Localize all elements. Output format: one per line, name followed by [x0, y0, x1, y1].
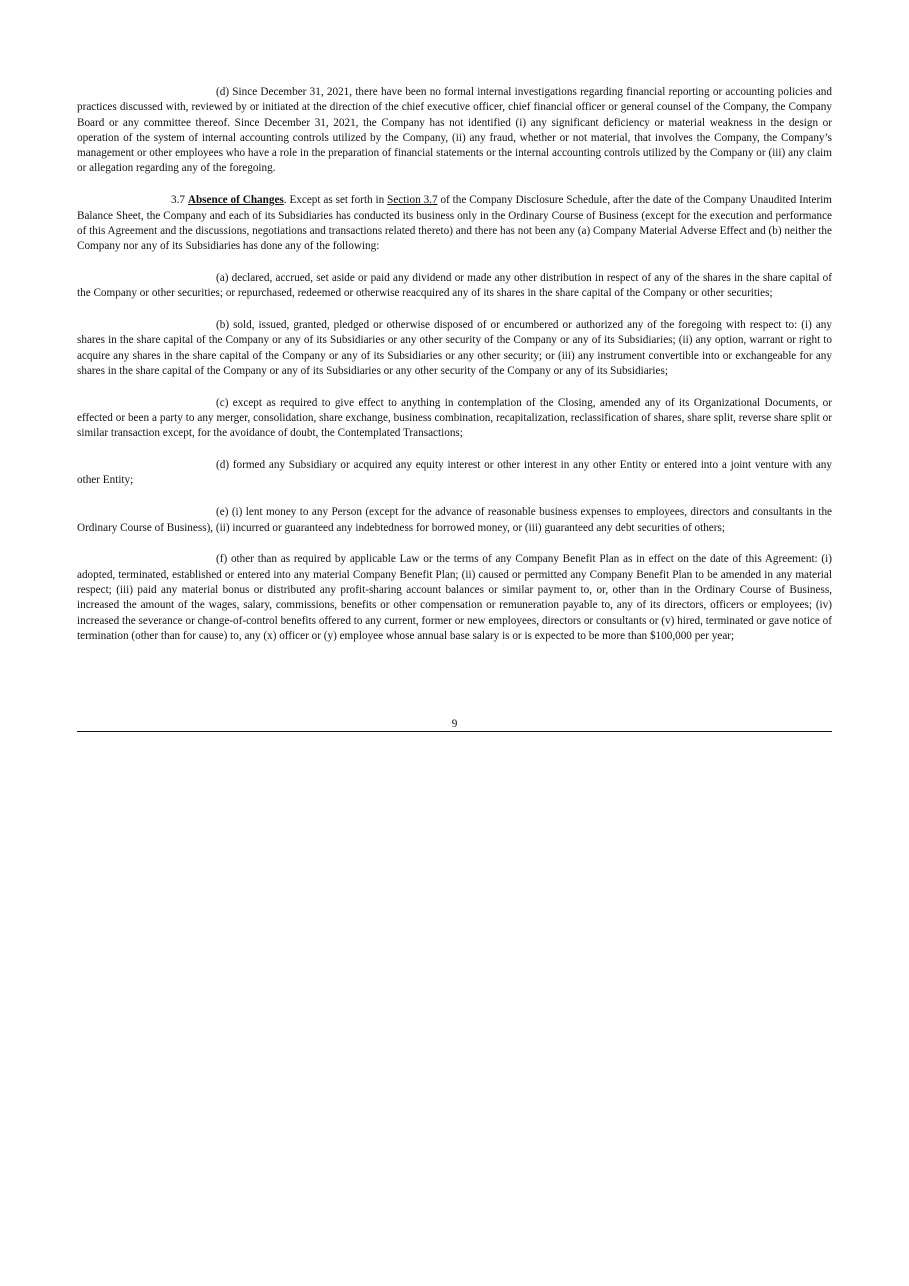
section-3-7-paragraph — [77, 193, 832, 254]
clause-a-dividends: (a) declared, accrued, set aside or paid any dividend or made any other distribution in respect of any of the shares in the share capital of the Company or other securities; or repurchased, redeemed or otherwise reacquired any of its shares in the share capital of the Company or other securities; — [77, 271, 832, 300]
section-heading: Absence of Changes — [187, 194, 284, 207]
clause-f-benefit-plans: (f) other than as required by applicable Law or the terms of any Company Benefit Plan as in effect on the date of this Agreement: (i) adopted, terminated, established or entered into any material Company Benefit Plan; (ii) caused or permitted any Company Benefit Plan to be amended in any material respect; (iii) paid any material bonus or distributed any profit-sharing account balances or similar payment to, or, other than in the Ordinary Course of Business, increased the amount of the wages, salary, commissions, benefits or other compensation or remuneration payable to, any of its directors, officers or employees; (iv) increased the severance or change-of-control benefits offered to any current, former or new employees, directors or consultants or (v) hired, terminated or gave notice of termination (other than for cause) to, any (x) officer or (y) employee whose annual base salary is or is expected to be more than $100,000 per year; — [77, 553, 832, 642]
paragraph-internal-investigations: (d) Since December 31, 2021, there have been no formal internal investigations regarding financial reporting or accounting policies and practices discussed with, reviewed by or initiated at the direction of the chief executive officer, chief financial officer or general counsel of the Company, the Company Board or any committee thereof. Since December 31, 2021, the Company has not identified (i) any significant deficiency or material weakness in the design or operation of the system of internal accounting controls utilized by the Company, (ii) any fraud, whether or not material, that involves the Company, the Company’s management or other employees who have a role in the preparation of financial statements or the internal accounting controls utilized by the Company or (iii) any claim or allegation regarding any of the foregoing. — [77, 86, 832, 175]
section-text-2: of the Company Disclosure Schedule, after the date of the Company Unaudited Interim Balance Sheet, the Company and each of its Subsidiaries has conducted its business only in the Ordinary Course of Business (except for the execution and performance of this Agreement and the discussions, negotiations and transactions related thereto) and there has not been any (a) Company Material Adverse Effect and (b) neither the Company nor any of its Subsidiaries has done any of the following: — [77, 194, 833, 253]
document-page — [77, 85, 832, 661]
clause-b-securities: (b) sold, issued, granted, pledged or otherwise disposed of or encumbered or authorized any of the foregoing with respect to: (i) any shares in the share capital of the Company or any of its Subsidiaries or any other security of the Company or any of its Subsidiaries; (ii) any option, warrant or right to acquire any shares in the share capital of the Company or any of its Subsidiaries or any other security; or (iii) any instrument convertible into or exchangeable for any shares in the share capital of the Company or any of its Subsidiaries or any other security of the Company or any of its Subsidiaries; — [77, 319, 832, 377]
clause-e-indebtedness: (e) (i) lent money to any Person (except for the advance of reasonable business expenses to employees, directors and consultants in the Ordinary Course of Business), (ii) incurred or guaranteed any indebtedness for borrowed money, or (iii) guaranteed any debt securities of others; — [77, 506, 832, 534]
section-number: 3.7 — [171, 194, 188, 207]
section-text-1: . Except as set forth in — [283, 194, 388, 207]
footer-divider — [77, 731, 832, 732]
section-cross-reference: Section 3.7 — [387, 194, 438, 207]
clause-c-organizational-documents: (c) except as required to give effect to anything in contemplation of the Closing, amended any of its Organizational Documents, or effected or been a party to any merger, consolidation, share exchange, business combination, recapitalization, reclassification of shares, share split, reverse share split or similar transaction except, for the avoidance of doubt, the Contemplated Transactions; — [77, 396, 832, 440]
page-number: 9 — [451, 718, 458, 730]
clause-d-subsidiaries: (d) formed any Subsidiary or acquired any equity interest or other interest in any other Entity or entered into a joint venture with any other Entity; — [77, 459, 832, 487]
